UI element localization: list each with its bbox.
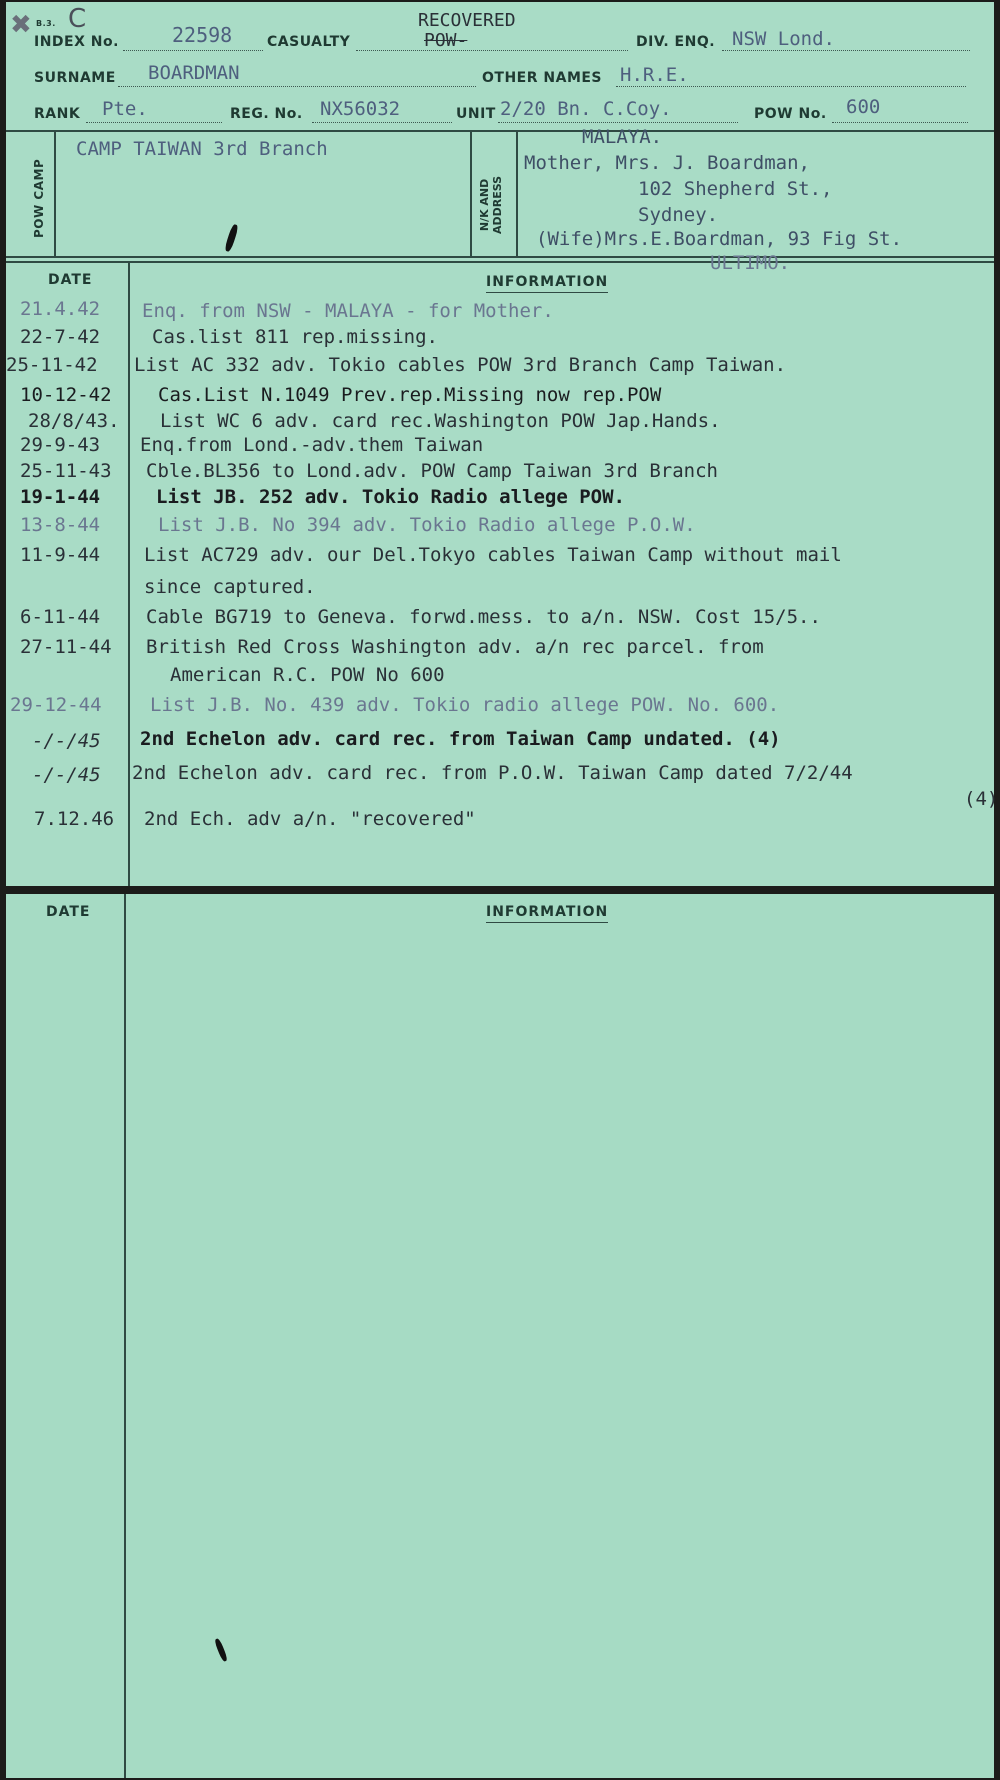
nk-address-line3: Sydney. bbox=[638, 204, 719, 226]
date-column-rule bbox=[128, 262, 130, 886]
other-names-line bbox=[616, 86, 966, 87]
form-code: B.3. bbox=[36, 19, 56, 28]
address-label-divider bbox=[516, 130, 518, 256]
casualty-line bbox=[356, 50, 628, 51]
surname-label: SURNAME bbox=[34, 70, 116, 86]
camp-label-divider bbox=[54, 130, 56, 256]
entry-date: 10-12-42 bbox=[20, 384, 112, 406]
unit-value: 2/20 Bn. C.Coy. bbox=[500, 98, 672, 120]
reg-no-value: NX56032 bbox=[320, 98, 401, 120]
casualty-struck-value: POW- bbox=[424, 30, 468, 51]
record-card-front bbox=[6, 2, 999, 886]
entry-text: Cable BG719 to Geneva. forwd.mess. to a/n. NSW. Cost 15/5.. bbox=[146, 606, 821, 628]
reg-no-label: REG. No. bbox=[230, 106, 303, 122]
entry-date: 11-9-44 bbox=[20, 544, 101, 566]
entry-date: 25-11-42 bbox=[6, 354, 98, 376]
entry-date: -/-/45 bbox=[32, 730, 101, 752]
box-bottom-rule bbox=[6, 256, 994, 258]
entry-text-continued: since captured. bbox=[144, 576, 316, 598]
pow-camp-value: CAMP TAIWAN 3rd Branch bbox=[76, 138, 328, 160]
entry-date: 21.4.42 bbox=[20, 298, 101, 320]
nk-address-line2: 102 Shepherd St., bbox=[638, 178, 833, 200]
pencil-letter: C bbox=[68, 4, 87, 34]
entry-date: 7.12.46 bbox=[34, 808, 115, 830]
entry-text: List AC729 adv. our Del.Tokyo cables Taiwan Camp without mail bbox=[144, 544, 842, 566]
back-information-header: INFORMATION bbox=[486, 904, 608, 923]
entry-text: List J.B. No. 439 adv. Tokio radio allege POW. No. 600. bbox=[150, 694, 780, 716]
pow-no-label: POW No. bbox=[754, 106, 827, 122]
reg-no-line bbox=[312, 122, 452, 123]
entry-date: 22-7-42 bbox=[20, 326, 101, 348]
pow-no-line bbox=[832, 122, 968, 123]
entry-date: 29-9-43 bbox=[20, 434, 101, 456]
entry-text-continued: American R.C. POW No 600 bbox=[170, 664, 445, 686]
back-date-header: DATE bbox=[46, 904, 91, 920]
casualty-recovered: RECOVERED bbox=[418, 10, 516, 31]
address-divider bbox=[470, 130, 472, 256]
entry-text: Cble.BL356 to Lond.adv. POW Camp Taiwan 3rd Branch bbox=[146, 460, 718, 482]
rank-value: Pte. bbox=[102, 98, 148, 120]
rank-label: RANK bbox=[34, 106, 81, 122]
entry-text: Cas.List N.1049 Prev.rep.Missing now rep.POW bbox=[158, 384, 662, 406]
index-no-line bbox=[123, 50, 263, 51]
box-bottom-rule-2 bbox=[6, 261, 994, 263]
nk-label-line2: ADDRESS bbox=[491, 175, 504, 234]
unit-label: UNIT bbox=[456, 106, 496, 122]
div-enq-label: DIV. ENQ. bbox=[636, 34, 716, 50]
index-no-label: INDEX No. bbox=[34, 34, 119, 50]
box-top-rule bbox=[6, 130, 994, 132]
back-ink-mark bbox=[214, 1638, 229, 1663]
nk-address-line5: ULTIMO. bbox=[710, 252, 791, 274]
record-card-back bbox=[6, 894, 994, 1778]
ink-mark bbox=[224, 224, 239, 253]
unit-line bbox=[498, 122, 738, 123]
nk-address-line0: MALAYA. bbox=[582, 126, 663, 148]
div-enq-value: NSW Lond. bbox=[732, 28, 835, 50]
entry-text: 2nd Echelon adv. card rec. from Taiwan Camp undated. (4) bbox=[140, 728, 781, 750]
entry-date: 13-8-44 bbox=[20, 514, 101, 536]
entry-date: 29-12-44 bbox=[10, 694, 102, 716]
entry-text: List AC 332 adv. Tokio cables POW 3rd Branch Camp Taiwan. bbox=[134, 354, 787, 376]
entry-text: List J.B. No 394 adv. Tokio Radio allege P.O.W. bbox=[158, 514, 696, 536]
pencil-cross-mark: ✖ bbox=[10, 10, 32, 40]
entry-date: 6-11-44 bbox=[20, 606, 101, 628]
entry-text: Enq. from NSW - MALAYA - for Mother. bbox=[142, 300, 554, 322]
surname-line bbox=[118, 86, 476, 87]
entry-date: -/-/45 bbox=[32, 764, 101, 786]
back-date-column-rule bbox=[124, 894, 126, 1778]
casualty-label: CASUALTY bbox=[267, 34, 351, 50]
rank-line bbox=[86, 122, 222, 123]
entry-date: 27-11-44 bbox=[20, 636, 112, 658]
other-names-label: OTHER NAMES bbox=[482, 70, 603, 86]
pow-camp-label: POW CAMP bbox=[32, 158, 46, 238]
entry-date: 25-11-43 bbox=[20, 460, 112, 482]
nk-address-line4: (Wife)Mrs.E.Boardman, 93 Fig St. bbox=[536, 228, 903, 250]
entry-date: 19-1-44 bbox=[20, 486, 101, 508]
other-names-value: H.R.E. bbox=[620, 64, 689, 86]
nk-label-line1: N/K AND bbox=[478, 178, 491, 232]
entry-text: Cas.list 811 rep.missing. bbox=[152, 326, 438, 348]
entry-text: List JB. 252 adv. Tokio Radio allege POW. bbox=[156, 486, 625, 508]
entry-text: List WC 6 adv. card rec.Washington POW Jap.Hands. bbox=[160, 410, 721, 432]
entry-text: 2nd Echelon adv. card rec. from P.O.W. Taiwan Camp dated 7/2/44 bbox=[132, 762, 853, 784]
nk-address-line1: Mother, Mrs. J. Boardman, bbox=[524, 152, 810, 174]
index-no-value: 22598 bbox=[172, 23, 233, 47]
entry-text: British Red Cross Washington adv. a/n rec parcel. from bbox=[146, 636, 764, 658]
entry-note: (4) bbox=[964, 788, 999, 810]
information-header: INFORMATION bbox=[486, 274, 608, 293]
entry-text: 2nd Ech. adv a/n. "recovered" bbox=[144, 808, 476, 830]
pow-no-value: 600 bbox=[846, 96, 881, 118]
entry-text: Enq.from Lond.-adv.them Taiwan bbox=[140, 434, 484, 456]
div-enq-line bbox=[722, 50, 970, 51]
nk-address-label bbox=[478, 176, 504, 234]
entry-date: 28/8/43. bbox=[28, 410, 120, 432]
date-header: DATE bbox=[48, 272, 93, 288]
surname-value: BOARDMAN bbox=[148, 62, 240, 84]
